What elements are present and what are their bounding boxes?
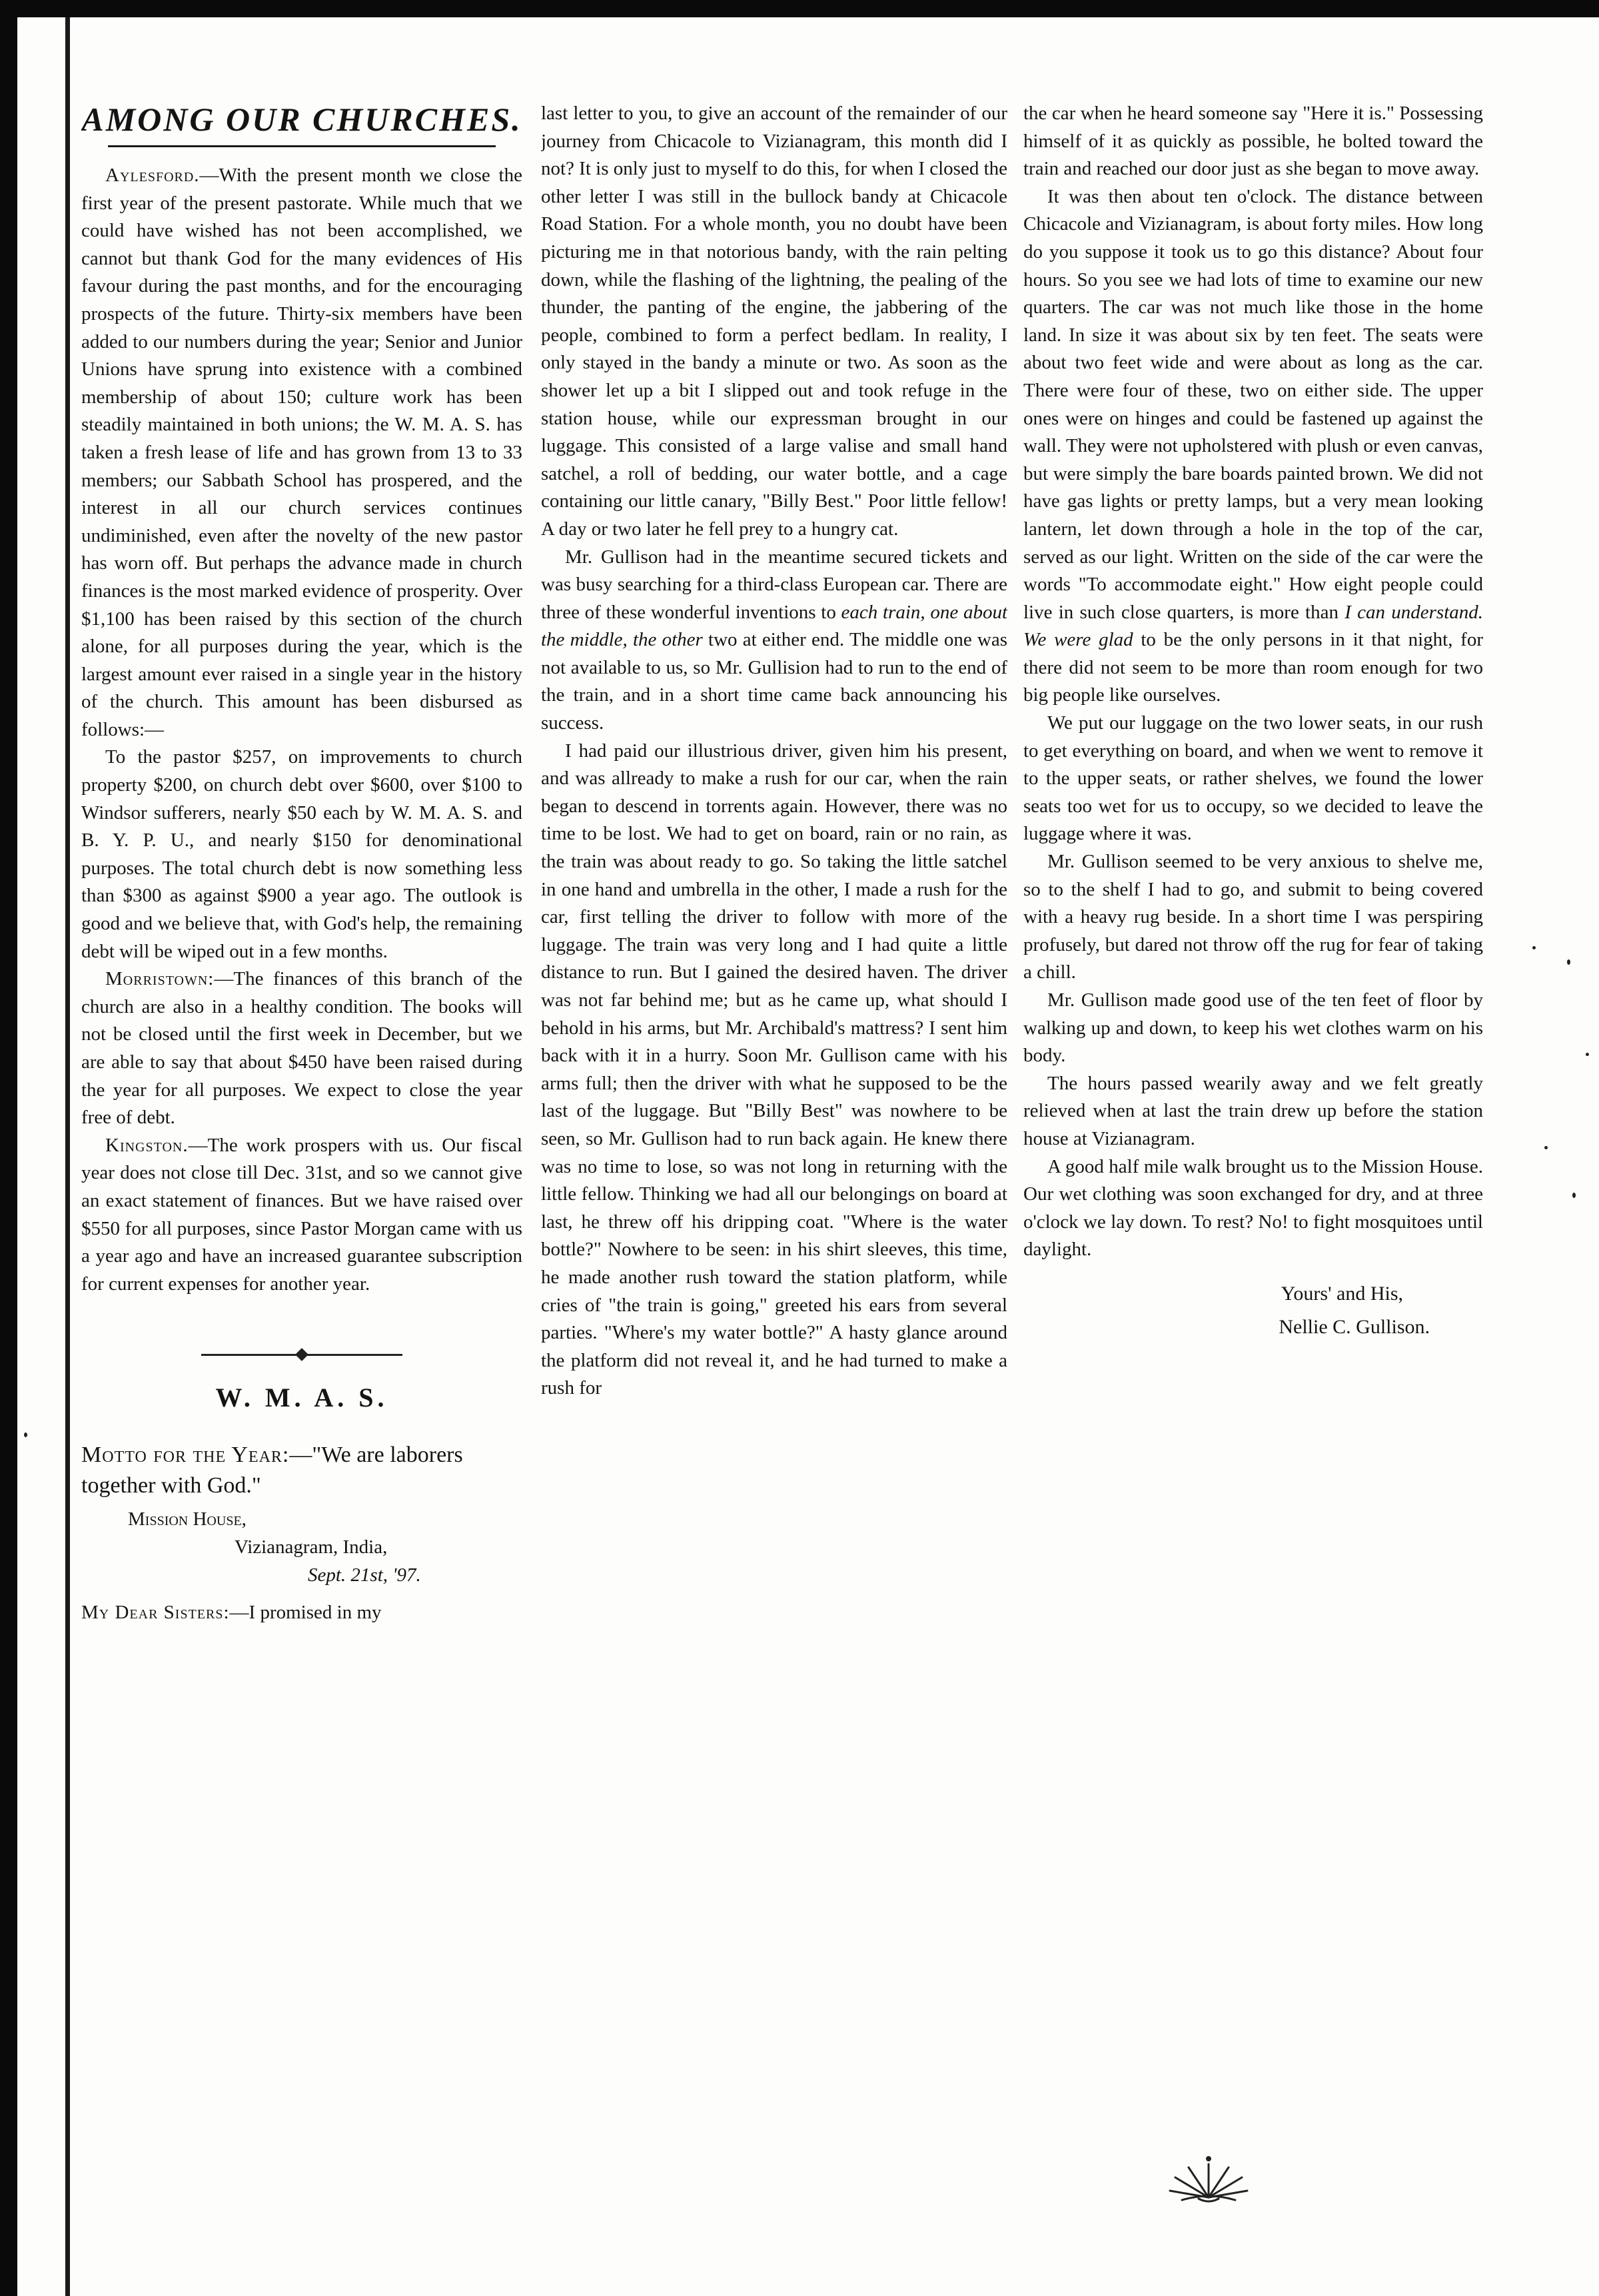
scan-speck (1586, 1053, 1589, 1056)
aylesford-paragraph (81, 162, 522, 744)
aylesford-finances-paragraph: To the pastor $257, on improvements to church property $200, on church debt over $600, over $100 to Windsor sufferers, nearly $50 each by W. M. A. S. and B. Y. P. U., and nearly $150 for denominational purposes. The total church debt is now something less than $300 as against $900 a year ago. The outlook is good and we believe that, with God's help, the remaining debt will be wiped out in a few months. (81, 746, 522, 962)
scan-speck (24, 1433, 27, 1437)
motto-lead: Motto for the Year: (81, 1442, 290, 1468)
column-middle (541, 100, 1007, 1403)
section-heading: AMONG OUR CHURCHES. (81, 101, 522, 138)
signature: Nellie C. Gullison. (1279, 1315, 1430, 1338)
motto-text: —"We are laborers together with God." (81, 1442, 463, 1498)
letter-paragraph-9: The hours passed wearily away and we felt greatly relieved when at last the train drew up before the station house at Vizianagram. (1023, 1072, 1483, 1149)
kingston-paragraph (81, 1132, 522, 1299)
salutation (81, 1598, 522, 1626)
letter-paragraph-2-italic: each train, one about the middle, the other (541, 601, 1007, 651)
section-divider (81, 1345, 522, 1365)
letter-paragraph-4: the car when he heard someone say "Here it is." Possessing himself of it as quickly as possible, he bolted toward the train and reached our door just as she began to move away. (1023, 103, 1483, 180)
scan-speck (1544, 1146, 1548, 1149)
salutation-lead: My Dear Sisters: (81, 1602, 230, 1624)
morristown-paragraph (81, 965, 522, 1132)
scan-top-edge (0, 0, 1599, 17)
binding-line (65, 17, 70, 2296)
scan-speck (1532, 946, 1536, 949)
letter-paragraph-8: Mr. Gullison made good use of the ten feet of floor by walking up and down, to keep his wet clothes warm on his body. (1023, 989, 1483, 1067)
letter-paragraph-5-b: to be the only persons in it that night, for there did not seem to be more than room enough for two big people like ourselves. (1023, 629, 1483, 706)
motto (81, 1440, 522, 1501)
letter-paragraph-5-a: It was then about ten o'clock. The distance between Chicacole and Vizianagram, is about forty miles. How long do you suppose it took us to go this distance? About four hours. So you see we had lots of time to examine our new quarters. The car was not much like those in the home land. In size it was about six by ten feet. The seats were about two feet wide and were about as long as the car. There were four of these, two on either side. The upper ones were on hinges and could be fastened up against the wall. They were not upholstered with plush or even canvas, but were simply the bare boards painted brown. We did not have gas lights or pretty lamps, but a very mean looking lantern, let down through a hole in the top of the car, served as our light. Written on the side of the car were the words "To accommodate eight." How eight people could live in such close quarters, is more than (1023, 185, 1483, 623)
morristown-text: —The finances of this branch of the church are also in a healthy condition. The books will not be closed until the first week in December, but we are able to say that about $450 have been raised during the year for all purposes. We expect to close the year free of debt. (81, 968, 522, 1129)
scan-speck (1567, 959, 1570, 965)
closing: Yours' and His, (1281, 1282, 1403, 1305)
letter-paragraph-2 (541, 544, 1007, 738)
column-right (1023, 100, 1483, 1341)
heading-rule (108, 145, 496, 147)
letter-paragraph-5-italic: I can understand. We were glad (1023, 601, 1483, 651)
scan-left-edge (0, 0, 17, 2296)
salutation-text: —I promised in my (229, 1602, 382, 1624)
letter-paragraph-6: We put our luggage on the two lower seats, in our rush to get everything on board, and when we went to remove it to the upper seats, or rather shelves, we found the lower seats too wet for us to occupy, so we decided to leave the luggage where it was. (1023, 712, 1483, 845)
letter-paragraph-2-a: Mr. Gullison had in the meantime secured tickets and was busy searching for a third-class European car. There are three of these wonderful inventions to (541, 546, 1007, 623)
kingston-lead: Kingston. (105, 1134, 189, 1156)
ornamental-flourish-icon (1162, 2151, 1255, 2204)
address-line-1: Mission House, (128, 1508, 247, 1530)
letter-paragraph-1: last letter to you, to give an account of the remainder of our journey from Chicacole to Vizianagram, this month did I not? It is only just to myself to do this, for when I closed the other letter I was still in the bullock bandy at Chicacole Road Station. For a whole month, you no doubt have been picturing me in that notorious bandy, with the rain pelting down, while the flashing of the lightning, the pealing of the thunder, the panting of the engine, the jabbering of the people, combined to form a perfect bedlam. In reality, I only stayed in the bandy a minute or two. As soon as the shower let up a bit I slipped out and took refuge in the station house, while our expressman brought in our luggage. This consisted of a large valise and small hand satchel, a roll of bedding, our water bottle, and a cage containing our little canary, "Billy Best." Poor little fellow! A day or two later he fell prey to a hungry cat. (541, 103, 1007, 540)
letter-paragraph-2-b: two at either end. The middle one was not available to us, so Mr. Gullision had to run to the end of the train, and in a short time came back announcing his success. (541, 629, 1007, 734)
letter-paragraph-10: A good half mile walk brought us to the Mission House. Our wet clothing was soon exchanged for dry, and at three o'clock we lay down. To rest? No! to fight mosquitoes until daylight. (1023, 1155, 1483, 1261)
column-left (81, 100, 522, 1626)
letter-paragraph-3: I had paid our illustrious driver, given him his present, and was allready to make a rush for our car, when the rain began to descend in torrents again. However, there was no time to be lost. We had to get on board, rain or no rain, as the train was about ready to go. So taking the little satchel in one hand and umbrella in the other, I made a rush for the car, first telling the driver to follow with more of the luggage. The train was very long and I had quite a little distance to run. But I gained the desired haven. The driver was not far behind me; but as he came up, what should I behold in his arms, but Mr. Archibald's mattress? I sent him back with it in a hurry. Soon Mr. Gullison came with his arms full; then the driver with what he supposed to be the last of the luggage. But "Billy Best" was nowhere to be seen, so Mr. Gullison had to run back again. He knew there was no time to lose, so was not long in returning with the little fellow. Thinking we had all our belongings on board at last, he threw off his dripping coat. "Where is the water bottle?" Nowhere to be seen: in his shirt sleeves, this time, he made another rush toward the station platform, while cries of "the train is going," greeted his ears from several parties. "Where's my water bottle?" A hasty glance around the platform did not reveal it, and he had turned to make a rush for (541, 740, 1007, 1399)
kingston-text: —The work prospers with us. Our fiscal year does not close till Dec. 31st, and so we cannot give an exact statement of finances. But we have raised over $550 for all purposes, since Pastor Morgan came with us a year ago and have an increased guarantee subscription for current expenses for another year. (81, 1134, 522, 1295)
letter-paragraph-5 (1023, 183, 1483, 710)
aylesford-text: —With the present month we close the first year of the present pastorate. While much that we could have wished has not been accomplished, we cannot but thank God for the many evidences of His favour during the past months, and for the encouraging prospects of the future. Thirty-six members have been added to our numbers during the year; Senior and Junior Unions have sprung into existence with a combined membership of about 150; culture work has been steadily maintained in both unions; the W. M. A. S. has taken a fresh lease of life and has grown from 13 to 33 members; our Sabbath School has prospered, and the interest in all our church services continues undiminished, even after the novelty of the new pastor has worn off. But perhaps the advance made in church finances is the most marked evidence of prosperity. Over $1,100 has been raised by this section of the church alone, for all purposes during the year, which is the largest amount ever raised in a single year in the history of the church. This amount has been disbursed as follows:— (81, 165, 522, 740)
wmas-heading: W. M. A. S. (215, 1383, 388, 1413)
scan-speck (1572, 1193, 1576, 1198)
aylesford-lead: Aylesford. (105, 165, 200, 186)
address-line-2: Vizianagram, India, (235, 1536, 388, 1558)
letter-paragraph-7: Mr. Gullison seemed to be very anxious to shelve me, so to the shelf I had to go, and submit to being covered with a heavy rug beside. In a short time I was perspiring profusely, but dared not throw off the rug for fear of taking a chill. (1023, 851, 1483, 983)
address-date: Sept. 21st, '97. (308, 1564, 421, 1586)
morristown-lead: Morristown: (105, 968, 215, 990)
